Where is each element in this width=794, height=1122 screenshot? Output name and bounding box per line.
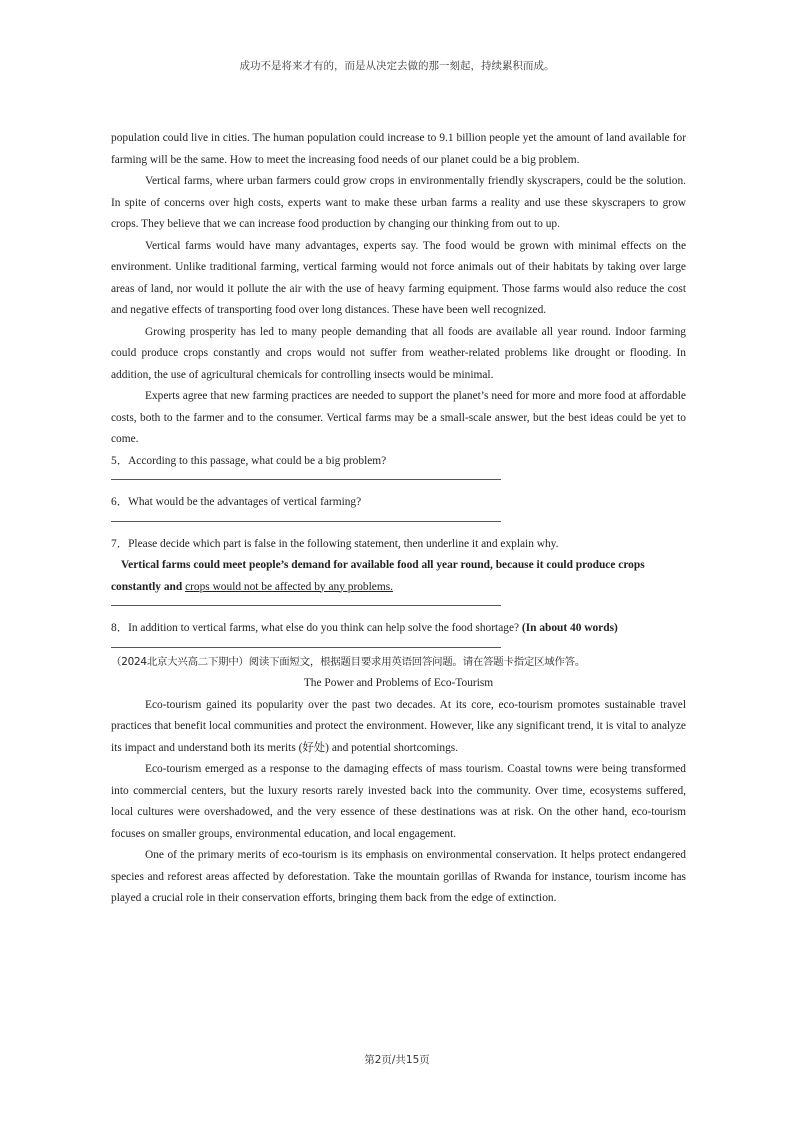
question-7: 7．Please decide which part is false in the following statement, then underline it and explain why.	[111, 537, 559, 550]
passage2-paragraph-2: Eco-tourism emerged as a response to the damaging effects of mass tourism. Coastal towns were being transformed into commercial centers, but the luxury resorts rarely invested back into the community. Over time, ecosystems suffered, local cultures were overshadowed, and the very essence of these destinations was at risk. On the other hand, eco-tourism focuses on smaller groups, environmental education, and local engagement.	[111, 763, 686, 840]
page-header-motto: 成功不是将来才有的，而是从决定去做的那一刻起，持续累积而成。	[239, 60, 555, 72]
passage2-instructions: （2024北京大兴高二下期中）阅读下面短文，根据题目要求用英语回答问题。请在答题卡指定区域作答。	[111, 655, 586, 668]
page-number: 第2页/共15页	[364, 1054, 430, 1066]
answer-line-7[interactable]	[111, 604, 501, 606]
question-7-statement	[111, 555, 686, 598]
page-content	[111, 128, 686, 910]
statement-bold-part: Vertical farms could meet people’s demand for available food all year round, because it could produce crops constantly and	[111, 559, 645, 593]
question-8-word-limit: (In about 40 words)	[521, 622, 618, 634]
answer-line-5[interactable]	[111, 478, 501, 480]
question-8-text: 8．In addition to vertical farms, what else do you think can help solve the food shortage?	[111, 622, 522, 634]
passage1-paragraph-1: population could live in cities. The human population could increase to 9.1 billion people yet the amount of land available for farming will be the same. How to meet the increasing food needs of our planet could be a big problem.	[111, 132, 686, 166]
passage1-paragraph-4: Growing prosperity has led to many people demanding that all foods are available all year round. Indoor farming could produce crops constantly and crops would not suffer from weather-related problems like drought or flooding. In addition, the use of agricultural chemicals for controlling insects would be minimal.	[111, 325, 686, 381]
statement-underlined-part: crops would not be affected by any problems.	[185, 580, 393, 593]
passage2-paragraph-1: Eco-tourism gained its popularity over the past two decades. At its core, eco-tourism promotes sustainable travel practices that benefit local communities and protect the environment. However, like any significant trend, it is vital to analyze its impact and understand both its merits (好处) and potential shortcomings.	[111, 698, 686, 754]
passage1-paragraph-2: Vertical farms, where urban farmers could grow crops in environmentally friendly skyscrapers, could be the solution. In spite of concerns over high costs, experts want to make these urban farms a reality and use these skyscrapers to grow crops. They believe that we can increase food production by changing our thinking from out to up.	[111, 175, 686, 230]
answer-line-6[interactable]	[111, 520, 501, 522]
answer-line-8[interactable]	[111, 646, 501, 648]
passage2-paragraph-3: One of the primary merits of eco-tourism is its emphasis on environmental conservation. It helps protect endangered species and reforest areas affected by deforestation. Take the mountain gorillas of Rwanda for instance, tourism income has played a crucial role in their conservation efforts, bringing them back from the edge of extinction.	[111, 849, 686, 904]
passage1-paragraph-5: Experts agree that new farming practices are needed to support the planet’s need for more and more food at affordable costs, both to the farmer and to the consumer. Vertical farms may be a small-scale answer, but the best ideas could be yet to come.	[111, 390, 686, 445]
question-8	[111, 618, 686, 640]
question-6: 6．What would be the advantages of vertical farming?	[111, 496, 362, 508]
question-5: 5．According to this passage, what could be a big problem?	[111, 454, 387, 467]
passage1-paragraph-3: Vertical farms would have many advantages, experts say. The food would be grown with minimal effects on the environment. Unlike traditional farming, vertical farming would not force animals out of their habitats by taking over large areas of land, nor would it pollute the air with the use of heavy farming equipment. Those farms would also reduce the cost and negative effects of transporting food over long distances. These have been well recognized.	[111, 239, 686, 316]
passage2-title: The Power and Problems of Eco-Tourism	[303, 677, 494, 689]
